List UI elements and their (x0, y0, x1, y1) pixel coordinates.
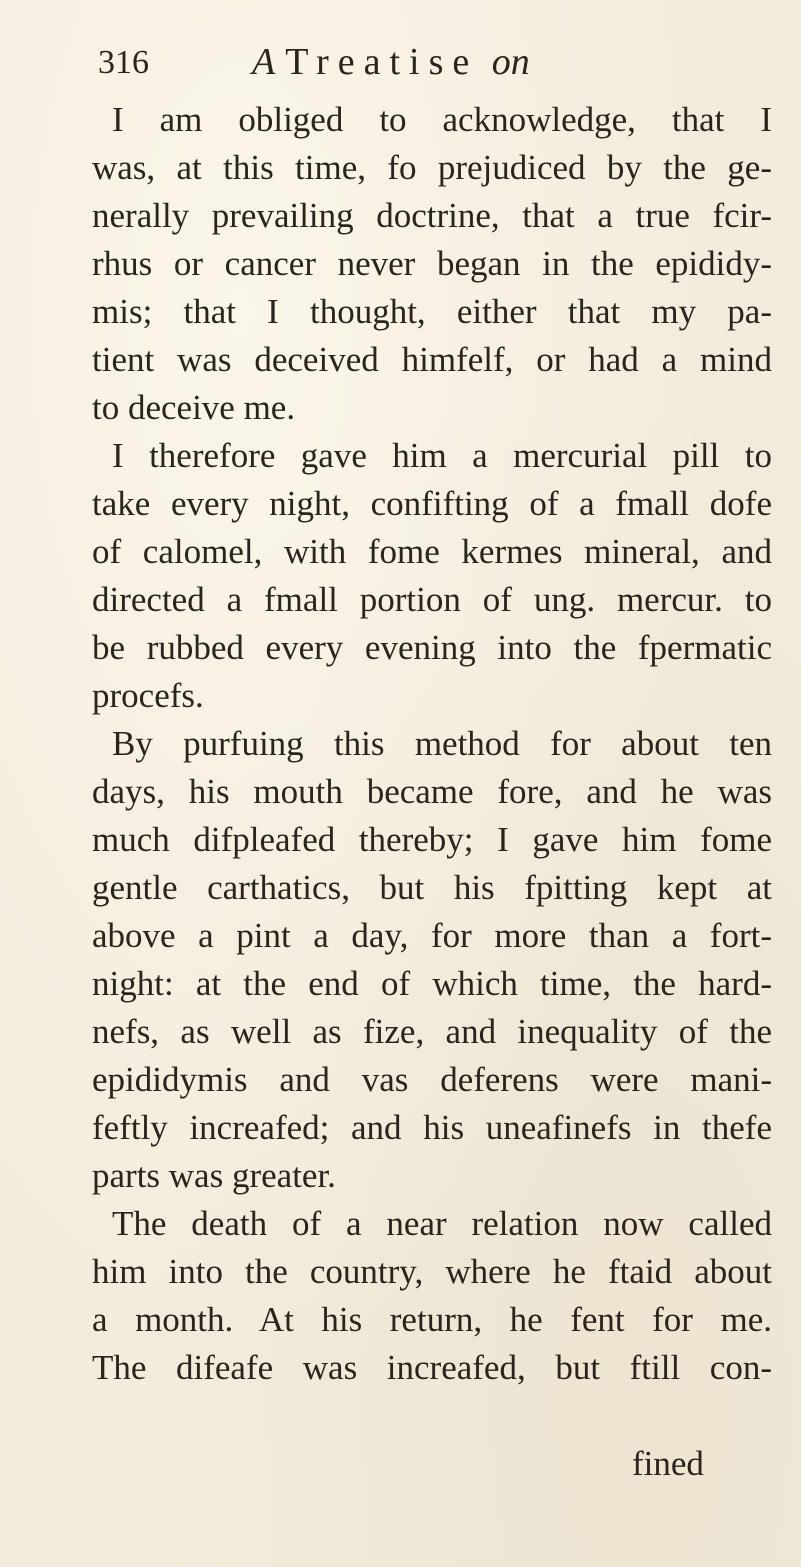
text-line: him into the country, where he ftaid about (92, 1252, 772, 1291)
text-line: be rubbed every evening into the fpermatic (92, 628, 772, 667)
text-line: parts was greater. (92, 1156, 336, 1195)
text-line: By purfuing this method for about ten (112, 724, 772, 763)
text-line: nefs, as well as fize, and inequality of the (92, 1012, 772, 1051)
running-title-article: A (252, 41, 276, 83)
text-line: I am obliged to acknowledge, that I (112, 100, 772, 139)
text-line: was, at this time, fo prejudiced by the ge- (92, 148, 772, 187)
text-line: to deceive me. (92, 388, 296, 427)
running-title-word: Treatise (285, 41, 479, 83)
text-line: The death of a near relation now called (112, 1204, 772, 1243)
text-line: above a pint a day, for more than a fort- (92, 916, 772, 955)
running-title-tail: on (491, 41, 530, 83)
text-line: days, his mouth became fore, and he was (92, 772, 772, 811)
running-header (98, 38, 698, 98)
text-line: take every night, confifting of a fmall dofe (92, 484, 772, 523)
text-line: The difeafe was increafed, but ftill con- (92, 1348, 772, 1387)
text-line: procefs. (92, 676, 204, 715)
text-line: feftly increafed; and his uneafinefs in thefe (92, 1108, 772, 1147)
text-line: rhus or cancer never began in the epididy- (92, 244, 772, 283)
text-line: directed a fmall portion of ung. mercur. to (92, 580, 772, 619)
catchword: fined (632, 1444, 704, 1483)
page-number: 316 (98, 44, 149, 81)
text-line: nerally prevailing doctrine, that a true fcir- (92, 196, 772, 235)
text-line: of calomel, with fome kermes mineral, and (92, 532, 772, 571)
text-line: a month. At his return, he fent for me. (92, 1300, 772, 1339)
text-line: gentle carthatics, but his fpitting kept at (92, 868, 772, 907)
running-title (252, 40, 530, 84)
text-line: much difpleafed thereby; I gave him fome (92, 820, 772, 859)
text-line: mis; that I thought, either that my pa- (92, 292, 772, 331)
text-line: epididymis and vas deferens were mani- (92, 1060, 772, 1099)
text-line: I therefore gave him a mercurial pill to (112, 436, 772, 475)
text-line: night: at the end of which time, the hard- (92, 964, 772, 1003)
text-line: tient was deceived himfelf, or had a mind (92, 340, 772, 379)
